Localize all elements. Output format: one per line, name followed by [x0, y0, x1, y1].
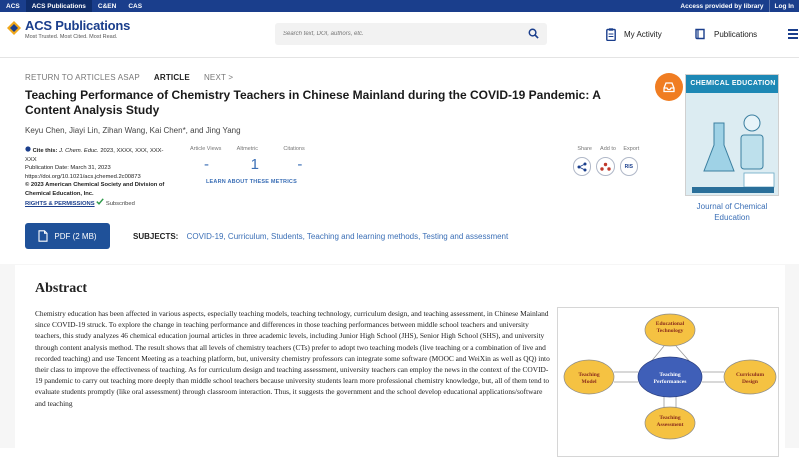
abstract-heading: Abstract	[35, 281, 87, 297]
toc-node-label: Teaching Assessment	[657, 415, 684, 428]
author-list[interactable]: Keyu Chen, Jiayi Lin, Zihan Wang, Kai Chen*, and Jing Yang	[25, 126, 241, 135]
learn-metrics-link[interactable]: LEARN ABOUT THESE METRICS	[206, 179, 330, 185]
topbar-link-acs-publications[interactable]: ACS Publications	[26, 0, 92, 12]
next-article-link[interactable]: NEXT >	[204, 73, 233, 82]
access-provided-text: Access provided by library	[675, 0, 768, 12]
my-activity-label: My Activity	[624, 30, 662, 39]
login-link[interactable]: Log In	[769, 0, 799, 12]
cite-ref: 2023, XXXX, XXX, XXX-XXX	[25, 148, 163, 163]
publication-date: Publication Date: March 31, 2023	[25, 164, 175, 173]
return-to-articles-link[interactable]: RETURN TO ARTICLES ASAP	[25, 73, 140, 82]
metric-value-citations: -	[283, 156, 330, 173]
current-article-label: ARTICLE	[154, 73, 190, 82]
toc-node-label: Curriculum Design	[736, 372, 765, 385]
copyright-text: © 2023 American Chemical Society and Division of Chemical Education, Inc.	[25, 182, 164, 197]
toc-node-label: Teaching Model	[578, 372, 599, 385]
search-input[interactable]	[275, 31, 515, 37]
share-button[interactable]	[573, 157, 591, 176]
cite-journal: J. Chem. Educ.	[59, 148, 99, 154]
article-nav	[25, 73, 233, 82]
cite-label: Cite this:	[33, 148, 58, 154]
publications-label: Publications	[714, 30, 757, 39]
group-icon	[600, 162, 611, 172]
journal-sidebar	[685, 74, 779, 223]
quote-icon	[25, 146, 31, 152]
pdf-button-label: PDF (2 MB)	[54, 232, 96, 241]
action-label-export: Export	[620, 146, 643, 152]
toc-node-teaching-assessment	[645, 407, 695, 439]
action-label-add-to: Add to	[596, 146, 619, 152]
book-icon	[694, 28, 706, 40]
metric-label-altmetric: Altmetric	[237, 146, 284, 152]
share-icon	[577, 162, 587, 172]
rights-permissions-link[interactable]: RIGHTS & PERMISSIONS	[25, 201, 95, 207]
site-header	[0, 12, 799, 58]
search-bar	[275, 23, 547, 45]
acs-logo-icon	[6, 20, 22, 36]
toc-diagram	[558, 308, 780, 458]
pdf-icon	[38, 230, 48, 242]
journal-cover[interactable]	[685, 74, 779, 196]
add-to-button[interactable]	[596, 157, 614, 176]
metric-label-citations: Citations	[283, 146, 330, 152]
publications-link[interactable]	[694, 28, 757, 40]
action-label-share: Share	[573, 146, 596, 152]
article-actions	[573, 146, 643, 176]
toc-node-educational-technology	[645, 314, 695, 346]
doi-link[interactable]: https://doi.org/10.1021/acs.jchemed.2c00873	[25, 173, 175, 182]
abstract-text: Chemistry education has been affected in various aspects, especially teaching models, teaching technology, curriculum design, and teaching assessment, in Chinese Mainland since COVID-19 struck. To explore the change in teaching performance and differences in those teaching performances between middle school teachers and university teachers, this study analyzes 46 chemical education journal articles in three academic levels, including Junior High School (JHS), Senior High School (SHS), and university through content analysis method. The result shows that all levels of chemistry teachers (CTs) prefer to adopt two teaching models (live teaching or a combination of live and recorded teaching) and use Tencent Meeting as a teaching platform, but, university chemistry professors can integrate some software (MOOC and WeiXin as well as QQ) into their class to improve the effectiveness of teaching. As for curriculum design and teaching assessment, university teachers can employ the news in the context of the COVID-19 pandemic to carry out teaching more deeply than middle school teachers because university students learn more professional chemistry knowledge, but, all of them tend to evaluate students promptly (like oral assessment) through classroom interaction. Thus, it suggests the government and the school develop educational applications/software and teaching	[35, 308, 550, 409]
citation-block	[25, 146, 175, 209]
export-ris-button[interactable]: RIS	[620, 157, 638, 176]
search-icon[interactable]	[528, 28, 539, 39]
cover-illustration	[686, 93, 779, 196]
toc-node-curriculum-design	[724, 360, 776, 394]
inbox-icon	[663, 81, 675, 93]
topbar-link-cen[interactable]: C&EN	[92, 0, 122, 12]
topbar-link-acs[interactable]: ACS	[0, 0, 26, 12]
subjects-row	[133, 232, 508, 241]
topbar-link-cas[interactable]: CAS	[122, 0, 148, 12]
toc-graphic[interactable]	[557, 307, 779, 457]
pdf-download-button[interactable]	[25, 223, 110, 249]
toc-center-label: Teaching Performances	[654, 372, 687, 385]
check-icon	[96, 198, 104, 205]
my-activity-link[interactable]	[606, 28, 662, 41]
subjects-label: SUBJECTS:	[133, 232, 178, 241]
acs-logo[interactable]	[6, 18, 130, 40]
top-strip	[0, 0, 799, 12]
toc-node-label: Educational Technology	[656, 321, 685, 334]
share-fab-button[interactable]	[655, 73, 683, 101]
metric-value-views: -	[190, 156, 237, 173]
subjects-list[interactable]: COVID-19, Curriculum, Students, Teaching and learning methods, Testing and assessment	[187, 232, 509, 241]
menu-icon[interactable]	[788, 29, 798, 41]
brand-tagline: Most Trusted. Most Cited. Most Read.	[25, 34, 130, 40]
journal-name-link[interactable]: Journal of Chemical Education	[685, 201, 779, 223]
article-metrics	[190, 146, 330, 185]
cover-title: CHEMICAL EDUCATION	[686, 75, 779, 93]
toc-node-teaching-model	[564, 360, 614, 394]
metric-label-views: Article Views	[190, 146, 237, 152]
subscribed-label: Subscribed	[106, 201, 135, 207]
article-title: Teaching Performance of Chemistry Teachers in Chinese Mainland during the COVID-19 Pandemic: A Content Analysis Study	[25, 88, 625, 118]
metric-value-altmetric[interactable]: 1	[237, 156, 284, 173]
toc-node-center	[638, 357, 702, 397]
brand-name: ACS Publications	[25, 18, 130, 33]
clipboard-icon	[606, 28, 616, 41]
